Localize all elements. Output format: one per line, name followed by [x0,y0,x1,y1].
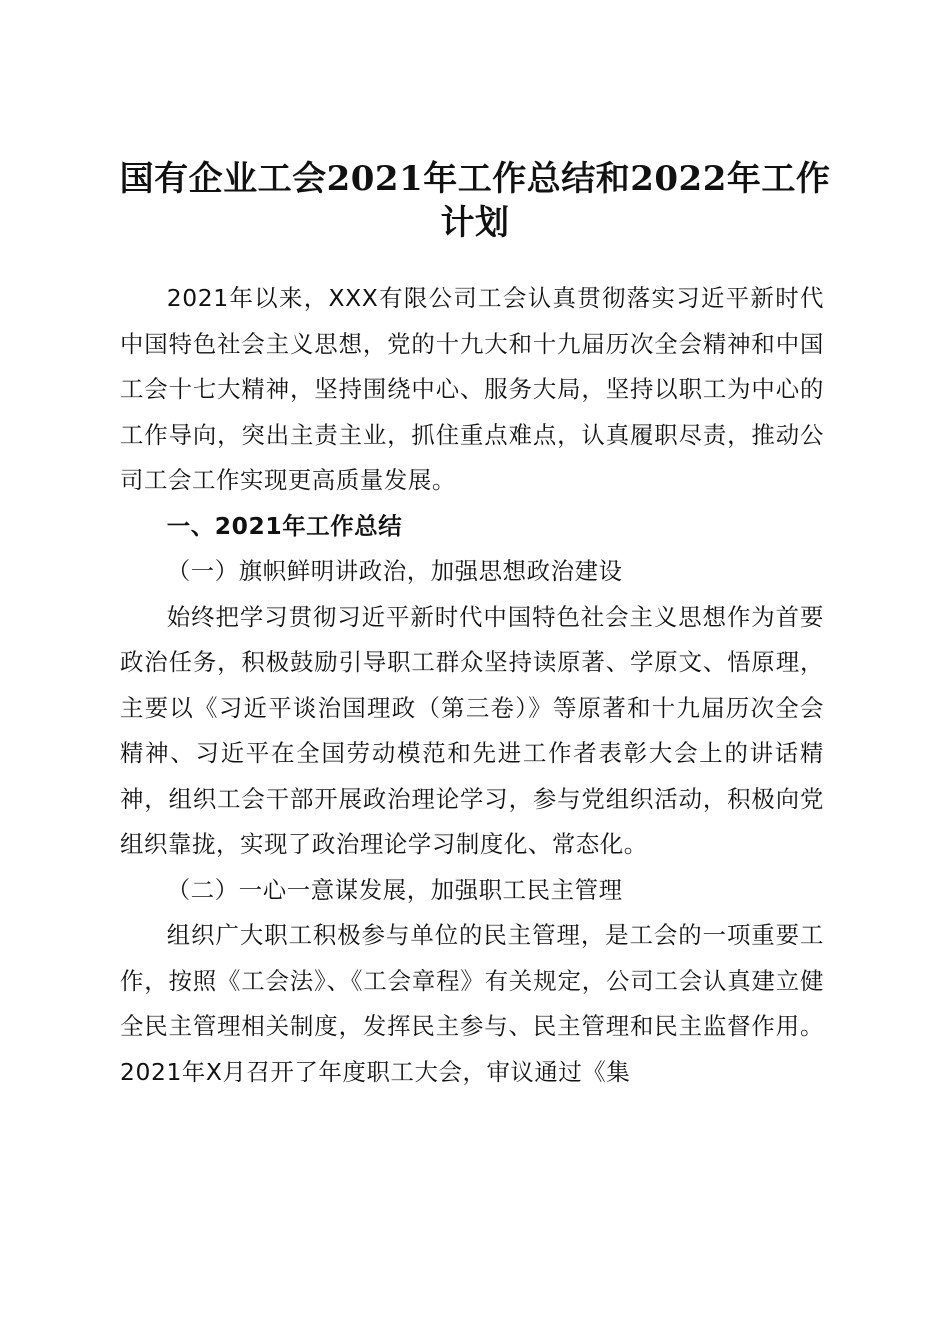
section-heading-summary: 一、2021年工作总结 [166,511,403,540]
management-paragraph: 组织广大职工积极参与单位的民主管理，是工会的一项重要工作，按照《工会法》、《工会章程》有关规定，公司工会认真建立健全民主管理相关制度，发挥民主参与、民主管理和民主监督作用。2021年X月召开了年度职工大会，审议通过《集 [120,921,824,1086]
politics-paragraph: 始终把学习贯彻习近平新时代中国特色社会主义思想作为首要政治任务，积极鼓励引导职工群众坚持读原著、学原文、悟原理，主要以《习近平谈治国理政（第三卷）》等原著和十九届历次全会精神、习近平在全国劳动模范和先进工作者表彰大会上的讲话精神，组织工会干部开展政治理论学习，参与党组织活动，积极向党组织靠拢，实现了政治理论学习制度化、常态化。 [120,602,824,858]
intro-paragraph: 2021年以来，XXX有限公司工会认真贯彻落实习近平新时代中国特色社会主义思想，党的十九大和十九届历次全会精神和中国工会十七大精神，坚持围绕中心、服务大局，坚持以职工为中心的工作导向，突出主责主业，抓住重点难点，认真履职尽责，推动公司工会工作实现更高质量发展。 [120,284,824,494]
subsection-heading-politics: （一）旗帜鲜明讲政治，加强思想政治建设 [166,557,623,585]
document-title: 国有企业工会2021年工作总结和2022年工作计划 [119,158,831,243]
document-body [120,276,824,1095]
subsection-heading-management: （二）一心一意谋发展，加强职工民主管理 [166,875,623,904]
